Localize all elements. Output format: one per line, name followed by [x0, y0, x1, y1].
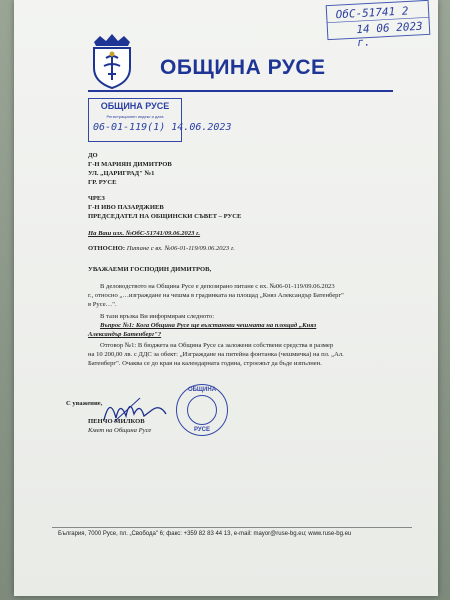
header-divider — [88, 90, 393, 92]
to-label: ДО — [88, 152, 98, 159]
round-stamp-inner-ring — [187, 395, 217, 425]
registry-stamp-handwritten: 06-01-119(1) 14.06.2023 — [93, 122, 232, 133]
incoming-number-stamp — [325, 0, 431, 50]
incoming-date: 14 06 2023 г. — [356, 19, 423, 50]
question-1-line-1: Въпрос №1: Кога Община Русе ще възстанови чешмата на площад „Княз — [100, 322, 317, 329]
answer-1-line-2: на 10 200,00 лв. с ДДС за обект: „Изграждане на питейна фонтанка (чешмичка) на пл. „Ал. — [88, 351, 344, 358]
regarding-line — [88, 245, 235, 252]
via-title: ПРЕДСЕДАТЕЛ НА ОБЩИНСКИ СЪВЕТ – РУСЕ — [88, 213, 242, 220]
round-stamp-top-text: ОБЩИНА — [187, 387, 217, 393]
signer-title: Кмет на Община Русе — [88, 427, 152, 434]
round-stamp-bottom-text: РУСЕ — [194, 427, 210, 433]
regarding-text: Питане с вх. №06-01-119/09.06.2023 г. — [126, 245, 235, 252]
answer-1-line-1: Отговор №1: В бюджета на Община Русе са заложени собствени средства в размер — [100, 342, 334, 349]
your-reference: На Ваш изх. №ОбС-51741/09.06.2023 г. — [88, 230, 201, 237]
via-name: Г-Н ИВО ПАЗАРДЖИЕВ — [88, 204, 164, 211]
registry-stamp-subtitle: Регистрационен индекс и дата — [106, 114, 164, 119]
body-paragraph-1-line-2: г., относно „…изграждане на чешма в градинката на площад „Княз Александър Батенберг" — [88, 292, 344, 299]
municipality-title: ОБЩИНА РУСЕ — [160, 56, 326, 79]
body-paragraph-1-line-3: в Русе…". — [88, 301, 117, 308]
question-1-line-2: Александър Батенберг"? — [88, 331, 162, 338]
regarding-label: ОТНОСНО: — [88, 245, 126, 252]
incoming-number: ОбС-51741 2 — [335, 4, 409, 22]
recipient-name: Г-Н МАРИЯН ДИМИТРОВ — [88, 161, 172, 168]
registry-stamp-name: ОБЩИНА РУСЕ — [100, 101, 170, 111]
registry-stamp — [88, 98, 232, 142]
signer-name: ПЕНЧО МИЛКОВ — [88, 418, 145, 425]
body-paragraph-2: В тази връзка Ви информирам следното: — [100, 313, 215, 320]
body-paragraph-1-line-1: В деловодството на Община Русе е депозирано питане с вх. №06-01-119/09.06.2023 — [100, 283, 335, 290]
recipient-city: ГР. РУСЕ — [88, 179, 117, 186]
footer-divider — [52, 527, 412, 528]
recipient-street: УЛ. „ЦАРИГРАД" №1 — [88, 170, 155, 177]
coat-of-arms-icon — [88, 32, 136, 90]
answer-1-line-3: Батенберг". Очаква се до края на календарната година, строежът да бъде изпълнен. — [88, 360, 322, 367]
official-round-stamp — [176, 384, 228, 436]
salutation: УВАЖАЕМИ ГОСПОДИН ДИМИТРОВ, — [88, 266, 212, 273]
closing-regards: С уважение, — [66, 400, 103, 407]
footer-contacts: България, 7000 Русе, пл. „Свобода" 6; факс: +359 82 83 44 13, e-mail: mayor@ruse-bg.eu; www.ruse-bg.eu — [58, 531, 352, 537]
via-label: ЧРЕЗ — [88, 195, 105, 202]
